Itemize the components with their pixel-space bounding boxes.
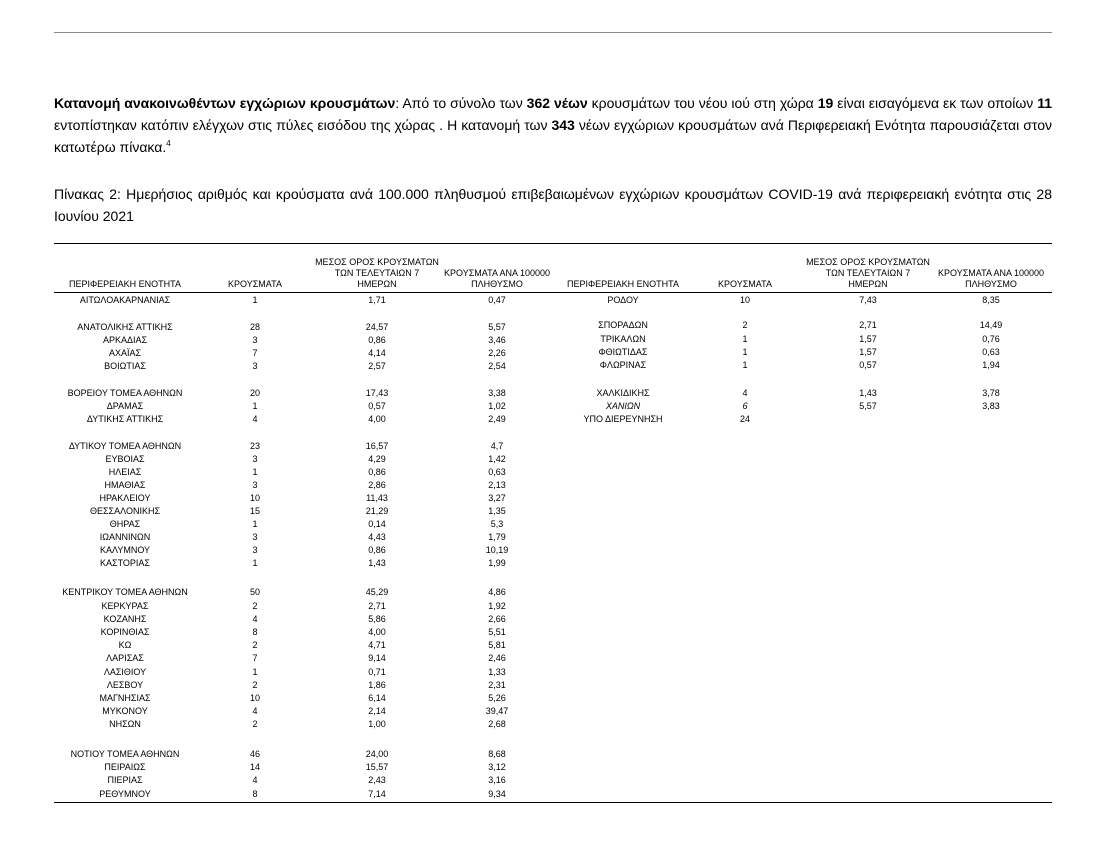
cases-cell: 24: [739, 414, 750, 424]
cases-cell: 10: [249, 693, 260, 703]
avg7-cell: 0,71: [368, 667, 386, 677]
paragraph-text: είναι εισαγόμενα εκ των οποίων: [833, 95, 1038, 111]
per100k-cell: 10,19: [485, 545, 509, 555]
cases-cell: 3: [252, 335, 258, 345]
avg7-cell: 1,57: [859, 334, 877, 344]
per100k-cell: 0,76: [982, 334, 1000, 344]
per100k-cell: 2,66: [488, 614, 506, 624]
cases-cell: 1: [252, 667, 258, 677]
unit-cell: ΑΙΤΩΛΟΑΚΑΡΝΑΝΙΑΣ: [79, 295, 171, 305]
per100k-cell: 1,94: [982, 360, 1000, 370]
avg7-cell: 0,86: [368, 335, 386, 345]
per100k-cell: 2,26: [488, 348, 506, 358]
cases-cell: 4: [252, 414, 258, 424]
cases-cell: 1: [742, 360, 748, 370]
imported-count: 19: [817, 95, 834, 111]
unit-cell: ΗΡΑΚΛΕΙΟΥ: [99, 493, 151, 503]
avg7-cell: 9,14: [368, 653, 386, 663]
per100k-cell: 4,7: [490, 441, 504, 451]
paragraph-text: κρουσμάτων του νέου ιού στη χώρα: [587, 95, 818, 111]
avg7-cell: 4,00: [368, 627, 386, 637]
unit-cell: ΧΑΛΚΙΔΙΚΗΣ: [596, 388, 650, 398]
avg7-cell: 15,57: [365, 762, 389, 772]
unit-cell: ΑΧΑΪΑΣ: [108, 348, 142, 358]
cases-cell: 10: [739, 295, 750, 305]
per100k-cell: 1,33: [488, 667, 506, 677]
avg7-cell: 11,43: [366, 493, 388, 503]
avg7-cell: 1,71: [368, 295, 386, 305]
cases-cell: 2: [252, 719, 258, 729]
avg7-cell: 1,43: [368, 558, 386, 568]
table-top-rule: [54, 243, 1052, 244]
table-row: [0, 666, 1117, 679]
table-row: [0, 531, 1117, 544]
unit-cell: ΝΗΣΩΝ: [109, 719, 141, 729]
cases-cell: 4: [252, 706, 258, 716]
avg7-cell: 4,71: [368, 640, 386, 650]
avg7-cell: 16,57: [365, 441, 389, 451]
left-header-unit: ΠΕΡΙΦΕΡΕΙΑΚΗ ΕΝΟΤΗΤΑ: [68, 279, 182, 289]
cases-cell: 1: [252, 467, 258, 477]
avg7-cell: 24,00: [365, 749, 389, 759]
avg7-cell: 2,71: [368, 601, 386, 611]
table-row: [0, 544, 1117, 557]
per100k-cell: 5,81: [488, 640, 506, 650]
unit-cell: ΠΕΙΡΑΙΩΣ: [104, 762, 146, 772]
unit-cell: ΜΥΚΟΝΟΥ: [102, 706, 148, 716]
table-row: [0, 400, 1117, 413]
per100k-cell: 5,26: [488, 693, 506, 703]
cases-cell: 1: [252, 519, 258, 529]
table-row: [0, 492, 1117, 505]
cases-cell: 7: [252, 348, 258, 358]
unit-cell: ΘΗΡΑΣ: [109, 519, 141, 529]
cases-cell: 4: [252, 614, 258, 624]
table-bottom-rule: [54, 802, 1052, 803]
table-row: [0, 346, 1117, 359]
table-row: [0, 652, 1117, 665]
cases-cell: 46: [249, 749, 260, 759]
table-row: [0, 613, 1117, 626]
cases-cell: 1: [742, 334, 748, 344]
cases-cell: 10: [249, 493, 260, 503]
avg7-cell: 21,29: [365, 506, 389, 516]
per100k-cell: 3,27: [488, 493, 506, 503]
avg7-cell: 0,86: [368, 545, 386, 555]
unit-cell: ΗΜΑΘΙΑΣ: [104, 480, 146, 490]
table-row: [0, 413, 1117, 426]
per100k-cell: 1,35: [488, 506, 506, 516]
avg7-cell: 2,71: [859, 320, 877, 330]
cases-cell: 1: [742, 347, 748, 357]
unit-cell: ΚΟΡΙΝΘΙΑΣ: [100, 627, 150, 637]
per100k-cell: 8,68: [488, 749, 506, 759]
table-row: [0, 466, 1117, 479]
cases-cell: 4: [742, 388, 748, 398]
per100k-cell: 3,12: [488, 762, 506, 772]
table-row: [0, 440, 1117, 453]
unit-cell: ΛΑΣΙΘΙΟΥ: [103, 667, 147, 677]
per100k-cell: 8,35: [982, 295, 1000, 305]
unit-cell: ΦΘΙΩΤΙΔΑΣ: [598, 347, 648, 357]
new-cases-count: 362 νέων: [526, 95, 588, 111]
left-header-per100k: ΚΡΟΥΣΜΑΤΑ ΑΝΑ 100000 ΠΛΗΘΥΣΜΟ: [444, 268, 550, 289]
right-header-unit: ΠΕΡΙΦΕΡΕΙΑΚΗ ΕΝΟΤΗΤΑ: [566, 279, 680, 289]
cases-cell: 15: [249, 506, 260, 516]
avg7-cell: 0,14: [368, 519, 386, 529]
cases-cell: 3: [252, 532, 258, 542]
table-caption: Πίνακας 2: Ημερήσιος αριθμός και κρούσματα ανά 100.000 πληθυσμού επιβεβαιωμένων εγχώριων κρουσμάτων COVID-19 ανά περιφερειακή ενότητα στις 28 Ιουνίου 2021: [54, 186, 1052, 224]
avg7-cell: 4,14: [368, 348, 386, 358]
avg7-cell: 2,57: [368, 361, 386, 371]
paragraph-text: νέων εγχώριων κρουσμάτων ανά Περιφερειακή Ενότητα παρουσιάζεται στον κατωτέρω πίνακα.: [54, 117, 1052, 155]
avg7-cell: 4,43: [368, 532, 386, 542]
table-row: [0, 319, 1117, 332]
table-row: [0, 788, 1117, 801]
avg7-cell: 5,57: [859, 401, 877, 411]
cases-cell: 4: [252, 775, 258, 785]
per100k-cell: 1,79: [488, 532, 506, 542]
per100k-cell: 2,31: [488, 680, 506, 690]
per100k-cell: 1,92: [488, 601, 506, 611]
unit-cell: ΥΠΟ ΔΙΕΡΕΥΝΗΣΗ: [583, 414, 663, 424]
avg7-cell: 4,29: [368, 454, 386, 464]
unit-cell: ΗΛΕΙΑΣ: [108, 467, 142, 477]
per100k-cell: 4,86: [488, 587, 506, 597]
avg7-cell: 7,43: [859, 295, 877, 305]
left-header-avg7: ΜΕΣΟΣ ΟΡΟΣ ΚΡΟΥΣΜΑΤΩΝ ΤΩΝ ΤΕΛΕΥΤΑΙΩΝ 7 ΗΜΕΡΩΝ: [315, 257, 439, 289]
unit-cell: ΤΡΙΚΑΛΩΝ: [600, 334, 646, 344]
unit-cell: ΚΕΡΚΥΡΑΣ: [101, 601, 149, 611]
cases-cell: 7: [252, 653, 258, 663]
per100k-cell: 3,38: [488, 388, 506, 398]
cases-cell: 3: [252, 454, 258, 464]
unit-cell: ΒΟΙΩΤΙΑΣ: [104, 361, 146, 371]
unit-cell: ΡΕΘΥΜΝΟΥ: [99, 789, 151, 799]
cases-cell: 1: [252, 295, 258, 305]
unit-cell: ΚΑΣΤΟΡΙΑΣ: [100, 558, 150, 568]
unit-cell: ΒΟΡΕΙΟΥ ΤΟΜΕΑ ΑΘΗΝΩΝ: [67, 388, 183, 398]
border-check-count: 11: [1037, 95, 1053, 111]
unit-cell: ΝΟΤΙΟΥ ΤΟΜΕΑ ΑΘΗΝΩΝ: [70, 749, 180, 759]
avg7-cell: 17,43: [365, 388, 389, 398]
unit-cell: ΜΑΓΝΗΣΙΑΣ: [99, 693, 151, 703]
per100k-cell: 1,42: [488, 454, 506, 464]
per100k-cell: 39,47: [485, 706, 509, 716]
unit-cell: ΧΑΝΙΩΝ: [605, 401, 641, 411]
per100k-cell: 0,63: [982, 347, 1000, 357]
avg7-cell: 0,57: [859, 360, 877, 370]
per100k-cell: 5,57: [488, 322, 506, 332]
avg7-cell: 6,14: [368, 693, 386, 703]
cases-cell: 3: [252, 545, 258, 555]
cases-cell: 3: [252, 480, 258, 490]
right-header-cases: ΚΡΟΥΣΜΑΤΑ: [718, 279, 772, 289]
avg7-cell: 2,14: [368, 706, 386, 716]
right-header-per100k: ΚΡΟΥΣΜΑΤΑ ΑΝΑ 100000 ΠΛΗΘΥΣΜΟ: [938, 268, 1044, 289]
table-row: [0, 453, 1117, 466]
cases-cell: 20: [249, 388, 260, 398]
unit-cell: ΔΡΑΜΑΣ: [106, 401, 144, 411]
cases-cell: 2: [252, 680, 258, 690]
cases-cell: 1: [252, 401, 258, 411]
per100k-cell: 0,47: [488, 295, 506, 305]
table-row: [0, 479, 1117, 492]
per100k-cell: 9,34: [488, 789, 506, 799]
table-row: [0, 626, 1117, 639]
right-header-underline: [560, 292, 1052, 293]
per100k-cell: 3,16: [488, 775, 506, 785]
right-header-avg7: ΜΕΣΟΣ ΟΡΟΣ ΚΡΟΥΣΜΑΤΩΝ ΤΩΝ ΤΕΛΕΥΤΑΙΩΝ 7 ΗΜΕΡΩΝ: [806, 257, 930, 289]
domestic-count: 343: [551, 117, 575, 133]
unit-cell: ΑΝΑΤΟΛΙΚΗΣ ΑΤΤΙΚΗΣ: [77, 322, 173, 332]
per100k-cell: 2,13: [488, 480, 506, 490]
cases-cell: 50: [249, 587, 260, 597]
table-row: [0, 518, 1117, 531]
per100k-cell: 0,63: [488, 467, 506, 477]
unit-cell: ΛΕΣΒΟΥ: [106, 680, 144, 690]
unit-cell: ΘΕΣΣΑΛΟΝΙΚΗΣ: [89, 506, 161, 516]
per100k-cell: 5,51: [488, 627, 506, 637]
footnote-marker: 4: [166, 139, 171, 148]
table-row: [0, 294, 1117, 307]
avg7-cell: 45,29: [365, 587, 389, 597]
unit-cell: ΦΛΩΡΙΝΑΣ: [599, 360, 647, 370]
cases-cell: 8: [252, 627, 258, 637]
table-row: [0, 748, 1117, 761]
paragraph-label: Κατανομή ανακοινωθέντων εγχώριων κρουσμάτων: [54, 95, 396, 111]
left-header-underline: [54, 292, 560, 293]
avg7-cell: 0,86: [368, 467, 386, 477]
paragraph-text: εντοπίστηκαν κατόπιν ελέγχων στις πύλες εισόδου της χώρας . Η κατανομή των: [54, 117, 552, 133]
distribution-paragraph: [54, 92, 1052, 158]
avg7-cell: 5,86: [368, 614, 386, 624]
cases-cell: 8: [252, 789, 258, 799]
table-row: [0, 639, 1117, 652]
unit-cell: ΔΥΤΙΚΗΣ ΑΤΤΙΚΗΣ: [86, 414, 164, 424]
per100k-cell: 2,46: [488, 653, 506, 663]
per100k-cell: 14,49: [979, 320, 1003, 330]
unit-cell: ΑΡΚΑΔΙΑΣ: [102, 335, 148, 345]
unit-cell: ΔΥΤΙΚΟΥ ΤΟΜΕΑ ΑΘΗΝΩΝ: [68, 441, 182, 451]
per100k-cell: 1,02: [488, 401, 506, 411]
per100k-cell: 3,78: [982, 388, 1000, 398]
unit-cell: ΚΕΝΤΡΙΚΟΥ ΤΟΜΕΑ ΑΘΗΝΩΝ: [62, 587, 188, 597]
avg7-cell: 7,14: [368, 789, 386, 799]
cases-cell: 28: [249, 322, 260, 332]
table-row: [0, 718, 1117, 731]
left-header-cases: ΚΡΟΥΣΜΑΤΑ: [228, 279, 282, 289]
table-row: [0, 333, 1117, 346]
unit-cell: ΚΟΖΑΝΗΣ: [103, 614, 147, 624]
cases-cell: 2: [252, 601, 258, 611]
top-rule: [54, 32, 1052, 33]
avg7-cell: 0,57: [368, 401, 386, 411]
unit-cell: ΣΠΟΡΑΔΩΝ: [598, 320, 648, 330]
table-row: [0, 586, 1117, 599]
table-row: [0, 774, 1117, 787]
unit-cell: ΙΩΑΝΝΙΝΩΝ: [99, 532, 151, 542]
cases-cell: 2: [742, 320, 748, 330]
unit-cell: ΕΥΒΟΙΑΣ: [105, 454, 145, 464]
table-row: [0, 505, 1117, 518]
cases-cell: 23: [249, 441, 260, 451]
table-row: [0, 692, 1117, 705]
per100k-cell: 1,99: [488, 558, 506, 568]
per100k-cell: 2,68: [488, 719, 506, 729]
avg7-cell: 24,57: [365, 322, 389, 332]
avg7-cell: 1,43: [859, 388, 877, 398]
paragraph-text: : Από το σύνολο των: [395, 95, 527, 111]
table-row: [0, 600, 1117, 613]
unit-cell: ΡΟΔΟΥ: [607, 295, 639, 305]
table-row: [0, 679, 1117, 692]
avg7-cell: 4,00: [368, 414, 386, 424]
per100k-cell: 5,3: [490, 519, 504, 529]
per100k-cell: 3,83: [982, 401, 1000, 411]
per100k-cell: 2,49: [488, 414, 506, 424]
cases-cell: 3: [252, 361, 258, 371]
table-row: [0, 387, 1117, 400]
avg7-cell: 1,86: [368, 680, 386, 690]
unit-cell: ΚΩ: [118, 640, 132, 650]
table-row: [0, 705, 1117, 718]
cases-cell: 14: [249, 762, 260, 772]
avg7-cell: 1,00: [368, 719, 386, 729]
table-row: [0, 557, 1117, 570]
avg7-cell: 2,86: [368, 480, 386, 490]
per100k-cell: 2,54: [488, 361, 506, 371]
table-row: [0, 359, 1117, 372]
unit-cell: ΚΑΛΥΜΝΟΥ: [99, 545, 151, 555]
avg7-cell: 2,43: [368, 775, 386, 785]
per100k-cell: 3,46: [488, 335, 506, 345]
unit-cell: ΠΙΕΡΙΑΣ: [107, 775, 143, 785]
avg7-cell: 1,57: [859, 347, 877, 357]
table-row: [0, 761, 1117, 774]
unit-cell: ΛΑΡΙΣΑΣ: [106, 653, 144, 663]
cases-cell: 6: [742, 401, 748, 411]
cases-cell: 2: [252, 640, 258, 650]
cases-cell: 1: [252, 558, 258, 568]
